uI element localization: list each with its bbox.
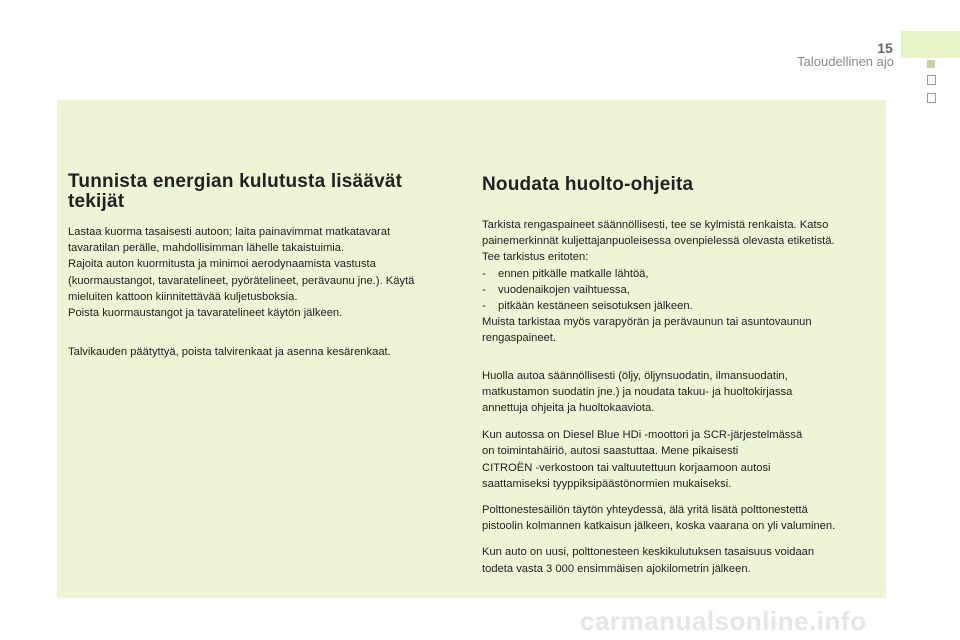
- right-paragraph-scr: [482, 427, 882, 492]
- right-heading: Noudata huolto-ohjeita: [482, 174, 694, 195]
- bullet-text: pitkään kestäneen seisotuksen jälkeen.: [498, 300, 693, 313]
- left-paragraph-tyres: [68, 344, 438, 360]
- text-line: pistoolin kolmannen katkaisun jälkeen, koska vaarana on yli valuminen.: [482, 520, 836, 533]
- text-line: saattamiseksi tyyppiksipäästönormien mukaiseksi.: [482, 477, 732, 490]
- text-line: Kun auto on uusi, polttonesteen keskikulutuksen tasaisuus voidaan: [482, 546, 815, 559]
- text-line: Rajoita auton kuormitusta ja minimoi aerodynaamista vastusta: [68, 258, 376, 271]
- section-tab: [901, 31, 960, 58]
- bullet-item: - ennen pitkälle matkalle lähtöä,: [482, 267, 649, 280]
- left-paragraph-load: [68, 224, 438, 321]
- section-title: Taloudellinen ajo: [797, 54, 894, 69]
- text-line: Lastaa kuorma tasaisesti autoon; laita painavimmat matkatavarat: [68, 226, 391, 238]
- text-line: Tee tarkistus eritoten:: [482, 251, 589, 264]
- right-paragraph-service: [482, 368, 882, 417]
- right-paragraph-pressure: [482, 217, 882, 347]
- section-indicator: [927, 93, 936, 103]
- text-line: painemerkinnät kuljettajanpuoleisessa ovenpielessä olevasta etiketistä.: [482, 235, 835, 248]
- bullet-text: ennen pitkälle matkalle lähtöä,: [498, 267, 649, 280]
- watermark: carmanualsonline.info: [580, 606, 867, 636]
- text-line: Tarkista rengaspaineet säännöllisesti, tee se kylmistä renkaista. Katso: [482, 219, 829, 231]
- bullet-item: - pitkään kestäneen seisotuksen jälkeen.: [482, 300, 693, 313]
- right-paragraph-fuel: [482, 502, 882, 534]
- right-paragraph-new-car: [482, 544, 882, 576]
- right-column: [482, 174, 882, 577]
- section-indicator: [927, 75, 936, 85]
- bullet-item: - vuodenaikojen vaihtuessa,: [482, 283, 630, 296]
- text-line: tavaratilan perälle, mahdollisimman lähelle takaistuimia.: [68, 242, 345, 255]
- text-line: Muista tarkistaa myös varapyörän ja perävaunun tai asuntovaunun: [482, 316, 812, 329]
- text-line: Polttonestesäiliön täytön yhteydessä, älä yritä lisätä polttonestettä: [482, 504, 808, 517]
- text-line: mieluiten kattoon kiinnitettävää kuljetusboksia.: [68, 290, 298, 303]
- section-indicator-active: [927, 60, 935, 68]
- text-line: todeta vasta 3 000 ensimmäisen ajokilometrin jälkeen.: [482, 562, 751, 575]
- text-line: Huolla autoa säännöllisesti (öljy, öljynsuodatin, ilmansuodatin,: [482, 369, 788, 382]
- left-column: [68, 172, 438, 360]
- text-line: CITROËN -verkostoon tai valtuutettuun korjaamoon autosi: [482, 461, 771, 474]
- bullet-text: vuodenaikojen vaihtuessa,: [498, 283, 630, 296]
- page-number: 15: [877, 40, 893, 56]
- text-line: annettuja ohjeita ja huoltokaaviota.: [482, 402, 655, 415]
- text-line: Talvikauden päätyttyä, poista talvirenkaat ja asenna kesärenkaat.: [68, 346, 391, 359]
- heading-line: Tunnista energian kulutusta lisäävät: [68, 171, 403, 192]
- left-heading: [68, 172, 438, 212]
- text-line: matkustamon suodatin jne.) ja noudata takuu- ja huoltokirjassa: [482, 385, 793, 398]
- text-line: rengaspaineet.: [482, 332, 557, 345]
- text-line: Kun autossa on Diesel Blue HDi -moottori ja SCR-järjestelmässä: [482, 429, 803, 442]
- text-line: Poista kuormaustangot ja tavaratelineet käytön jälkeen.: [68, 307, 343, 320]
- text-line: on toimintahäiriö, autosi saastuttaa. Mene pikaisesti: [482, 445, 739, 458]
- text-line: (kuormaustangot, tavaratelineet, pyörätelineet, perävaunu jne.). Käytä: [68, 274, 415, 287]
- heading-line: tekijät: [68, 191, 125, 212]
